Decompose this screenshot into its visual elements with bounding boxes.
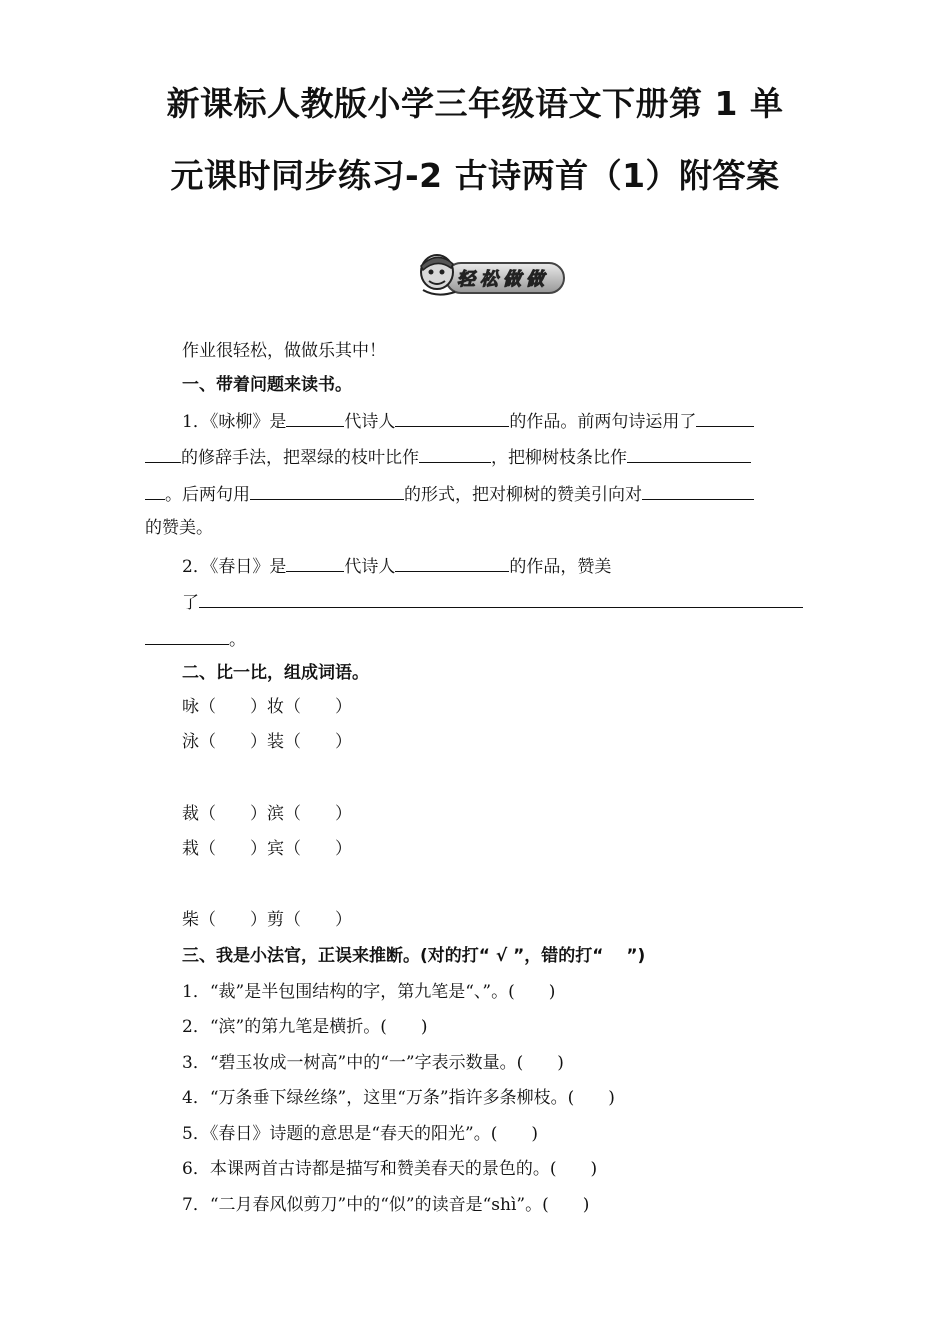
word-pair-row: 咏（ ）妆（ ） [182, 697, 352, 717]
q1-blank-dynasty[interactable] [286, 408, 344, 427]
judgement-item: 2．“滨”的第九笔是横折。( ) [182, 1017, 428, 1037]
q2-line-2 [182, 589, 803, 614]
q1-text-3: 的作品。前两句诗运用了 [509, 412, 697, 432]
q1-text-1: 1．《咏柳》是 [182, 412, 287, 432]
cartoon-boy-icon [415, 250, 461, 298]
q1-blank-branches-b[interactable] [145, 481, 165, 500]
q2-text-3: 的作品，赞美 [509, 557, 612, 577]
q1-blank-poet[interactable] [395, 408, 509, 427]
q2-blank-praise-b[interactable] [145, 626, 229, 645]
intro-text: 作业很轻松，做做乐其中！ [182, 341, 386, 361]
judgement-item: 1．“裁”是半包围结构的字，第九笔是“、”。( ) [182, 982, 556, 1002]
q2-line-1 [182, 553, 611, 578]
q1-blank-form[interactable] [250, 481, 404, 500]
easy-practice-badge [415, 250, 567, 300]
section-1-heading: 一、带着问题来读书。 [182, 375, 352, 395]
section-3-heading: 三、我是小法官，正误来推断。(对的打“ √ ”，错的打“ ”) [182, 946, 646, 966]
q1-text-4: 的修辞手法，把翠绿的枝叶比作 [181, 448, 419, 468]
q1-blank-rhetoric-a[interactable] [696, 408, 754, 427]
q1-blank-rhetoric-b[interactable] [145, 444, 181, 463]
q2-text-2: 代诗人 [344, 557, 396, 577]
judgement-item: 3．“碧玉妆成一树高”中的“一”字表示数量。( ) [182, 1053, 564, 1073]
q1-blank-target[interactable] [642, 481, 754, 500]
q1-line-2 [145, 444, 751, 469]
q2-text-1: 2．《春日》是 [182, 557, 287, 577]
word-pair-row: 裁（ ）滨（ ） [182, 804, 352, 824]
word-pair-row: 栽（ ）宾（ ） [182, 839, 352, 859]
q1-text-6: 。后两句用 [165, 485, 250, 505]
q2-text-4: 了 [182, 593, 199, 613]
q2-blank-praise-a[interactable] [199, 589, 803, 608]
badge-label: 轻松做做 [457, 269, 549, 290]
judgement-item: 7．“二月春风似剪刀”中的“似”的读音是“shì”。( ) [182, 1195, 590, 1215]
q1-text-5: ，把柳树枝条比作 [491, 448, 627, 468]
q2-blank-dynasty[interactable] [286, 553, 344, 572]
q2-text-5: 。 [229, 630, 246, 650]
q1-line-3 [145, 481, 754, 506]
word-pair-row: 柴（ ）剪（ ） [182, 910, 352, 930]
judgement-item: 5．《春日》诗题的意思是“春天的阳光”。( ) [182, 1124, 538, 1144]
q1-text-7: 的形式，把对柳树的赞美引向对 [404, 485, 642, 505]
judgement-item: 4．“万条垂下绿丝绦”，这里“万条”指许多条柳枝。( ) [182, 1088, 615, 1108]
q1-line-1 [182, 408, 754, 433]
word-pair-row: 泳（ ）装（ ） [182, 732, 352, 752]
q2-blank-poet[interactable] [395, 553, 509, 572]
page-title-line-1: 新课标人教版小学三年级语文下册第 1 单 [166, 84, 784, 123]
section-2-heading: 二、比一比，组成词语。 [182, 663, 369, 683]
q1-text-2: 代诗人 [344, 412, 396, 432]
q1-blank-leaves[interactable] [419, 444, 491, 463]
q2-line-3 [145, 626, 246, 651]
q1-blank-branches-a[interactable] [627, 444, 751, 463]
q1-text-8: 的赞美。 [145, 518, 213, 538]
judgement-item: 6．本课两首古诗都是描写和赞美春天的景色的。( ) [182, 1159, 598, 1179]
page-title-line-2: 元课时同步练习-2 古诗两首（1）附答案 [170, 156, 780, 195]
